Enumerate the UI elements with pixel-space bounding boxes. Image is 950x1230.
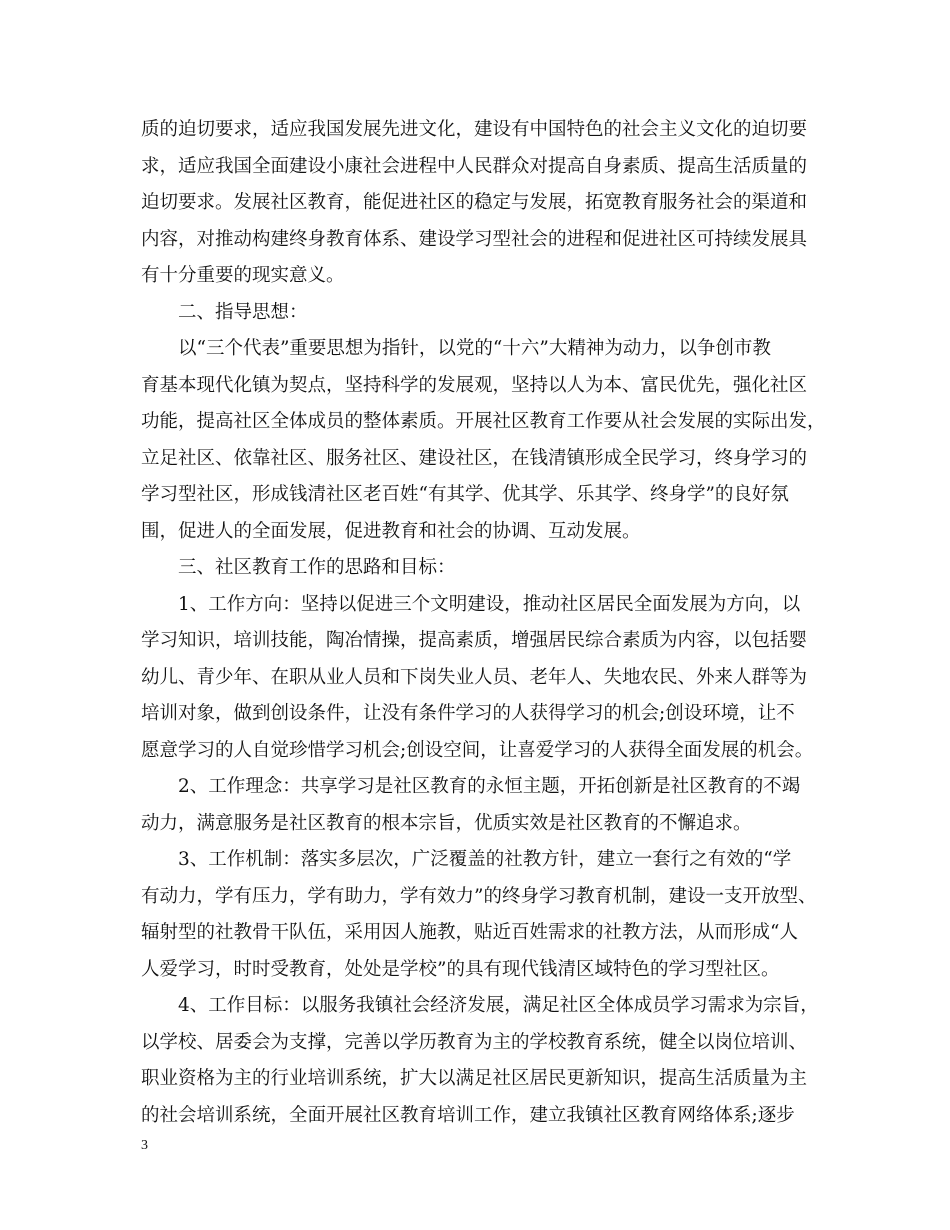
heading-text: 二、指导思想： xyxy=(178,301,308,323)
text-line: 迫切要求。发展社区教育，能促进社区的稳定与发展，拓宽教育服务社会的渠道和 xyxy=(141,192,808,213)
text-line: 立足社区、依靠社区、服务社区、建设社区，在钱清镇形成全民学习，终身学习的 xyxy=(141,447,808,469)
paragraph-work-mechanism xyxy=(141,842,817,988)
section-heading-ideas-and-goals xyxy=(141,550,811,587)
text-line: 幼儿、青少年、在职从业人员和下岗失业人员、老年人、失地农民、外来人群等为 xyxy=(141,666,808,688)
text-line: 有十分重要的现实意义。 xyxy=(141,265,345,286)
paragraph-work-direction xyxy=(141,587,814,770)
text-line: 职业资格为主的行业培训系统，扩大以满足社区居民更新知识，提高生活质量为主 xyxy=(141,1068,808,1089)
text-line: 的社会培训系统，全面开展社区教育培训工作，建立我镇社区教育网络体系;逐步 xyxy=(141,1104,795,1126)
paragraph-intro-continued xyxy=(141,112,811,295)
text-line: 学习知识，培训技能，陶冶情操，提高素质，增强居民综合素质为内容，以包括婴 xyxy=(141,630,808,651)
text-line: 求，适应我国全面建设小康社会进程中人民群众对提高自身素质、提高生活质量的 xyxy=(141,155,808,177)
text-line: 2、工作理念：共享学习是社区教育的永恒主题，开拓创新是社区教育的不竭 xyxy=(178,776,801,797)
text-line: 以“三个代表”重要思想为指针，以党的“十六”大精神为动力，以争创市教 xyxy=(178,338,771,359)
heading-text: 三、社区教育工作的思路和目标： xyxy=(178,557,456,578)
text-line: 以学校、居委会为支撑，完善以学历教育为主的学校教育系统，健全以岗位培训、 xyxy=(141,1031,808,1053)
text-line: 育基本现代化镇为契点，坚持科学的发展观，坚持以人为本、富民优先，强化社区 xyxy=(141,374,808,396)
text-line: 辐射型的社教骨干队伍，采用因人施教，贴近百姓需求的社教方法，从而形成“人 xyxy=(141,922,798,943)
text-line: 功能，提高社区全体成员的整体素质。开展社区教育工作要从社会发展的实际出发， xyxy=(141,411,826,432)
text-line: 1、工作方向：坚持以促进三个文明建设，推动社区居民全面发展为方向，以 xyxy=(178,593,801,615)
text-line: 人爱学习，时时受教育，处处是学校”的具有现代钱清区域特色的学习型社区。 xyxy=(141,958,780,980)
text-line: 有动力，学有压力，学有助力，学有效力”的终身学习教育机制，建设一支开放型、 xyxy=(141,885,817,907)
document-body xyxy=(141,112,826,1134)
paragraph-work-goals xyxy=(141,988,819,1134)
text-line: 围，促进人的全面发展，促进教育和社会的协调、互动发展。 xyxy=(141,520,641,542)
text-line: 动力，满意服务是社区教育的根本宗旨，优质实效是社区教育的不懈追求。 xyxy=(141,812,752,834)
text-line: 培训对象，做到创设条件，让没有条件学习的人获得学习的机会;创设环境，让不 xyxy=(141,703,795,724)
text-line: 4、工作目标：以服务我镇社会经济发展，满足社区全体成员学习需求为宗旨， xyxy=(178,995,819,1016)
paragraph-work-philosophy xyxy=(141,769,811,842)
section-heading-guiding-ideology xyxy=(141,295,811,332)
text-line: 3、工作机制：落实多层次，广泛覆盖的社教方针，建立一套行之有效的“学 xyxy=(178,849,792,870)
text-line: 学习型社区，形成钱清社区老百姓“有其学、优其学、乐其学、终身学”的良好氛 xyxy=(141,484,789,505)
text-line: 内容，对推动构建终身教育体系、建设学习型社会的进程和促进社区可持续发展具 xyxy=(141,228,808,250)
text-line: 质的迫切要求，适应我国发展先进文化，建设有中国特色的社会主义文化的迫切要 xyxy=(141,119,808,140)
page-number: 3 xyxy=(141,1138,148,1153)
text-line: 愿意学习的人自觉珍惜学习机会;创设空间，让喜爱学习的人获得全面发展的机会。 xyxy=(141,739,814,761)
paragraph-guiding-ideology xyxy=(141,331,826,550)
